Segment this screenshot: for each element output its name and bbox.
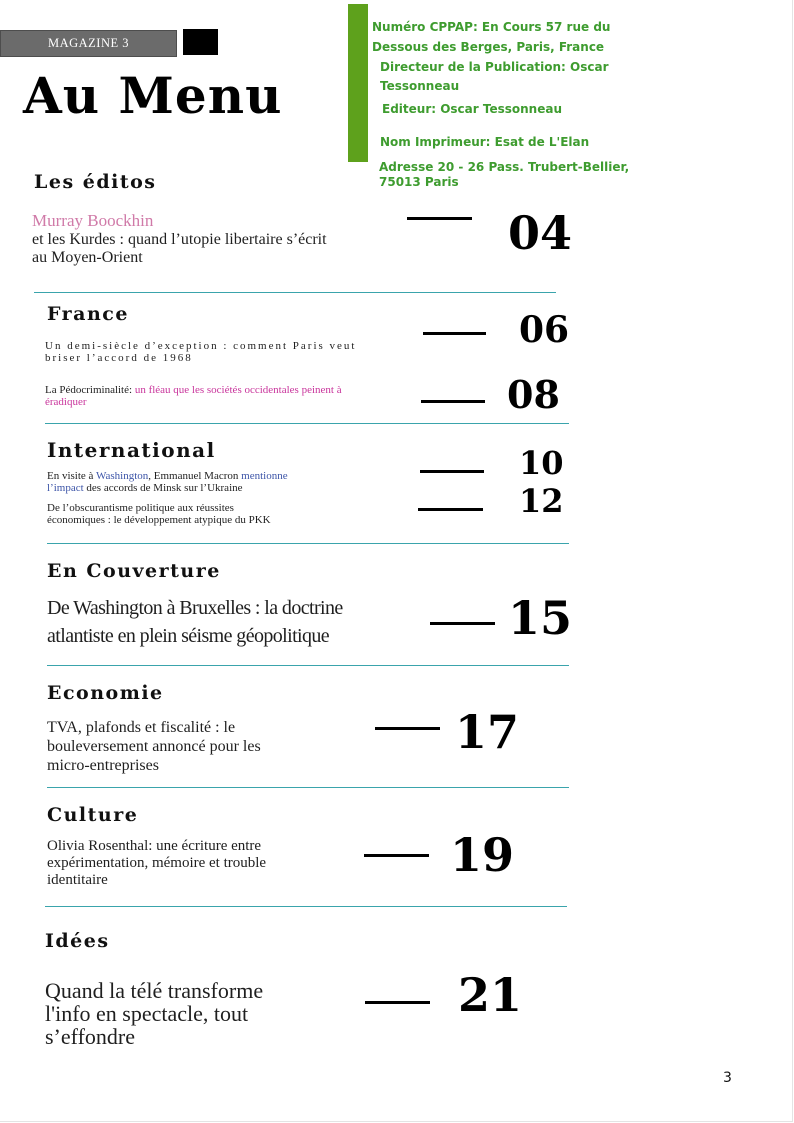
international-item1-line2 (47, 482, 243, 494)
section-title-france: France (47, 303, 129, 325)
editos-author: Murray Boockhin (32, 211, 154, 230)
idees-text-line3: s’effondre (45, 1024, 135, 1049)
economie-page-number: 17 (455, 705, 520, 759)
info-director-line2: Tessonneau (380, 79, 460, 93)
divider-4 (47, 665, 569, 666)
section-title-couverture: En Couverture (47, 560, 221, 582)
culture-text-line1: Olivia Rosenthal: une écriture entre (47, 838, 262, 854)
idees-text-line1: Quand la télé transforme (45, 978, 264, 1003)
international-dash-1 (420, 470, 484, 473)
culture-page-number: 19 (450, 828, 515, 882)
international-item1-f: des accords de Minsk sur l’Ukraine (83, 482, 243, 494)
france-dash-2 (421, 400, 485, 403)
france-dash-1 (423, 332, 486, 335)
couverture-text-line1: De Washington à Bruxelles : la doctrine (47, 597, 343, 619)
info-cppap-line1: Numéro CPPAP: En Cours 57 rue du (372, 20, 611, 34)
divider-2 (45, 423, 569, 424)
info-cppap-line2: Dessous des Berges, Paris, France (372, 40, 605, 54)
international-item1-b: Washington (95, 470, 149, 482)
economie-dash (375, 727, 440, 730)
idees-dash (365, 1001, 430, 1004)
international-page-number-2: 12 (519, 482, 564, 520)
france-item1-line1: Un demi-siècle d’exception : comment Paris veut (45, 340, 357, 352)
info-address-line2: 75013 Paris (379, 175, 459, 189)
international-item1-e: l’impact (47, 482, 84, 494)
france-page-number-2: 08 (507, 372, 560, 417)
france-item2-prefix: La Pédocriminalité: (45, 384, 135, 396)
info-accent-bar (348, 4, 368, 162)
magazine-label: MAGAZINE 3 (0, 30, 177, 57)
divider-5 (47, 787, 569, 788)
economie-text-line1: TVA, plafonds et fiscalité : le (47, 719, 236, 736)
france-item2-highlight: un fléau que les sociétés occidentales peinent à (134, 384, 342, 396)
international-page-number-1: 10 (519, 444, 564, 482)
editos-page-number: 04 (508, 206, 573, 260)
couverture-page-number: 15 (508, 591, 573, 645)
culture-text-line3: identitaire (47, 872, 108, 888)
culture-dash (364, 854, 429, 857)
france-page-number-1: 06 (519, 309, 570, 351)
info-printer: Nom Imprimeur: Esat de L'Elan (380, 135, 590, 149)
header-black-box (183, 29, 218, 55)
france-item1-line2: briser l’accord de 1968 (45, 352, 193, 364)
economie-text-line2: bouleversement annoncé pour les (47, 738, 261, 755)
editos-text-line2: au Moyen-Orient (32, 249, 143, 266)
idees-text-line2: l'info en spectacle, tout (45, 1001, 249, 1026)
editos-text-line1: et les Kurdes : quand l’utopie libertaire s’écrit (32, 231, 327, 248)
france-item2-line1 (45, 384, 342, 397)
section-title-culture: Culture (47, 804, 139, 826)
couverture-dash (430, 622, 495, 625)
divider-6 (45, 906, 567, 907)
international-item1-a: En visite à (47, 470, 96, 482)
info-director-line1: Directeur de la Publication: Oscar (380, 60, 609, 74)
international-item1-line1 (47, 470, 288, 482)
info-editor: Editeur: Oscar Tessonneau (382, 102, 562, 116)
divider-1 (34, 292, 556, 293)
section-title-economie: Economie (47, 682, 164, 704)
international-item1-c: , Emmanuel Macron (148, 470, 242, 482)
section-title-international: International (47, 438, 216, 462)
international-item2-line1: De l’obscurantisme politique aux réussites (47, 502, 234, 514)
info-address-line1: Adresse 20 - 26 Pass. Trubert-Bellier, (379, 160, 630, 174)
divider-3 (47, 543, 569, 544)
culture-text-line2: expérimentation, mémoire et trouble (47, 855, 267, 871)
france-item2-line2: éradiquer (45, 396, 87, 408)
idees-page-number: 21 (458, 968, 523, 1022)
footer-page-number: 3 (723, 1070, 732, 1086)
international-item2-line2: économiques : le développement atypique du PKK (47, 514, 271, 526)
economie-text-line3: micro-entreprises (47, 757, 159, 774)
international-item1-d: mentionne (241, 470, 288, 482)
couverture-text-line2: atlantiste en plein séisme géopolitique (47, 625, 330, 647)
section-title-idees: Idées (45, 930, 110, 952)
editos-dash (407, 217, 472, 220)
page-title: Au Menu (23, 66, 283, 125)
section-title-editos: Les éditos (34, 171, 157, 193)
international-dash-2 (418, 508, 483, 511)
